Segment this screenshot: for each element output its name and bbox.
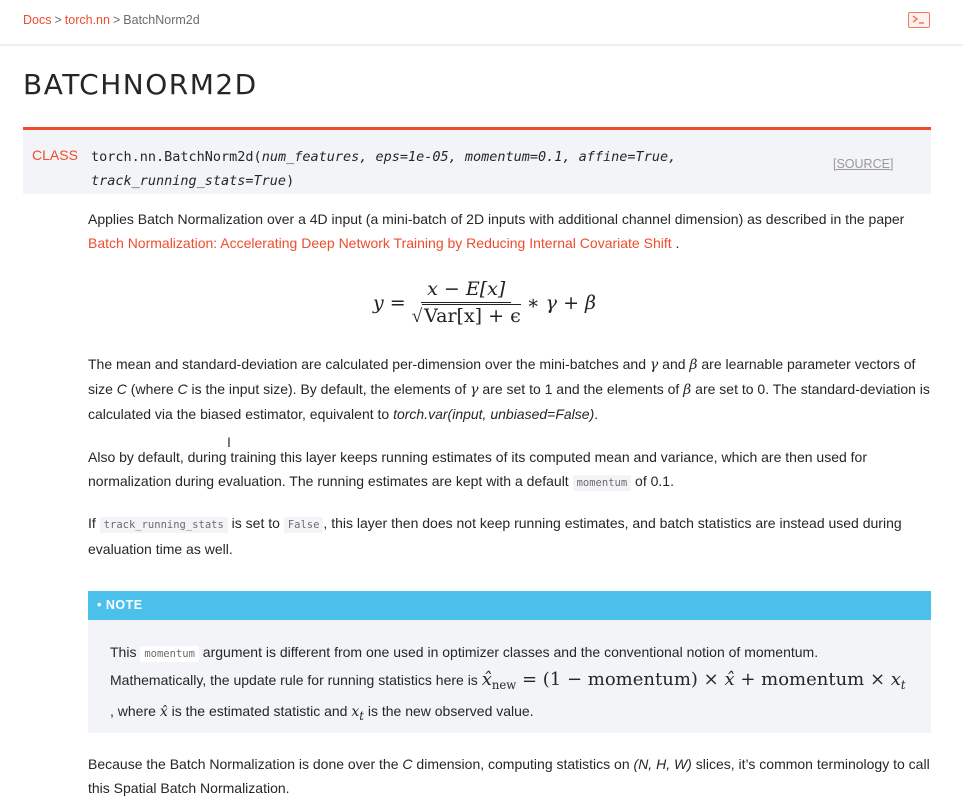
breadcrumb-torch-nn-link[interactable]: torch.nn: [64, 13, 110, 27]
breadcrumb-docs-link[interactable]: Docs: [23, 13, 52, 27]
text: .: [671, 235, 680, 251]
text: argument is different from one used in optimizer classes and the conventional notion of momentum. Mathematically, the update rule for running statistics here is: [110, 644, 819, 688]
class-params-line1: num_features, eps=1e-05, momentum=0.1, affine=True,: [261, 149, 677, 165]
class-signature-block: [23, 127, 931, 194]
beta-symbol: β: [683, 382, 692, 398]
class-close-paren: ): [286, 173, 295, 189]
equation-denominator-sqrt: Var[x] + ϵ: [424, 305, 521, 327]
text: slices, it’s common terminology to call this Spatial Batch Normalization.: [88, 756, 930, 796]
text: are set to 1 and the elements of: [478, 381, 684, 397]
breadcrumb-separator: >: [112, 13, 121, 27]
text: Also by default, during training this layer keeps running estimates of its computed mean and variance, which are then used for normalization during evaluation. The running estimates are kept with a default: [88, 449, 867, 489]
track-running-stats-code: track_running_stats: [100, 517, 228, 533]
spatial-batchnorm-paragraph: [88, 752, 938, 800]
text: is the new observed value.: [363, 702, 534, 719]
formula-x: x: [890, 669, 901, 690]
note-box: [88, 591, 931, 733]
source-link[interactable]: [SOURCE]: [833, 157, 894, 171]
formula-momentum-term: + momentum ×: [734, 669, 891, 690]
text: (where: [126, 381, 178, 397]
class-params-line2: track_running_stats=True: [91, 173, 287, 189]
text: If: [88, 515, 100, 531]
paper-link[interactable]: Batch Normalization: Accelerating Deep Network Training by Reducing Internal Covariate Shift: [88, 235, 672, 251]
gamma-symbol: γ: [649, 357, 659, 373]
terminal-icon: [911, 14, 927, 25]
breadcrumb-separator: >: [54, 13, 62, 27]
subscript-t: t: [359, 708, 364, 723]
text: , where: [110, 702, 160, 719]
description-paragraph: [88, 207, 938, 255]
page-title: BATCHNORM2D: [23, 68, 258, 101]
breadcrumb: [23, 13, 200, 27]
mean-std-paragraph: [88, 352, 938, 426]
false-code: False: [284, 517, 324, 533]
text: is the estimated statistic and: [167, 702, 352, 719]
text: Because the Batch Normalization is done over the: [88, 756, 403, 772]
equation-lhs: y =: [373, 292, 406, 314]
text: Applies Batch Normalization over a 4D input (a mini-batch of 2D inputs with additional channel dimension) as described in the paper: [88, 211, 905, 227]
text: .: [594, 406, 599, 422]
text: are learnable parameter vectors of size: [88, 356, 916, 397]
beta-symbol: β: [689, 357, 698, 373]
text: is the input size). By default, the elements of: [187, 381, 471, 397]
breadcrumb-current: BatchNorm2d: [123, 13, 200, 27]
formula-xhat: x̂: [481, 669, 492, 690]
text: and: [658, 356, 690, 372]
text: This: [110, 644, 141, 660]
text: The mean and standard-deviation are calculated per-dimension over the mini-batches and: [88, 356, 650, 372]
equation-denominator: √ Var[x] + ϵ: [411, 305, 521, 327]
text: , this layer then does not keep running estimates, and batch statistics are instead used during evaluation time as well.: [88, 515, 902, 557]
equation-rhs: ∗ γ + β: [526, 292, 597, 314]
text: dimension, computing statistics on: [412, 756, 634, 772]
momentum-code: momentum: [140, 646, 199, 662]
running-estimates-paragraph: [88, 445, 938, 495]
batchnorm-equation: [373, 270, 596, 336]
nhw-symbol: (N, H, W): [633, 756, 692, 772]
momentum-code: momentum: [573, 475, 632, 491]
text: are set to 0. The standard-deviation is calculated via the biased estimator, equivalent to: [88, 381, 930, 422]
track-running-stats-paragraph: [88, 511, 938, 561]
equation-fraction: [412, 278, 521, 328]
c-symbol: C: [402, 756, 413, 772]
equation-numerator: x − E[x]: [421, 278, 511, 303]
run-in-shell-button[interactable]: [908, 12, 930, 28]
text: of 0.1.: [631, 473, 674, 489]
formula-subscript-new: new: [491, 677, 517, 692]
formula-middle: = (1 − momentum) ×: [516, 669, 725, 690]
class-signature: [91, 145, 751, 193]
formula-xhat: x̂: [724, 669, 735, 690]
text-cursor-icon: I: [227, 434, 231, 450]
note-header: • NOTE: [88, 591, 931, 620]
c-symbol: C: [116, 381, 127, 397]
torch-var-reference: torch.var(input, unbiased=False): [393, 406, 595, 422]
top-bar: [0, 0, 963, 46]
note-body: [110, 639, 910, 729]
class-name: torch.nn.BatchNorm2d(: [91, 149, 262, 165]
formula-subscript-t: t: [900, 677, 906, 692]
gamma-symbol: γ: [470, 382, 479, 398]
xhat-symbol: x̂: [159, 703, 168, 720]
c-symbol: C: [177, 381, 188, 397]
x-symbol: x: [351, 703, 360, 720]
class-keyword: CLASS: [32, 147, 78, 163]
text: is set to: [227, 515, 284, 531]
